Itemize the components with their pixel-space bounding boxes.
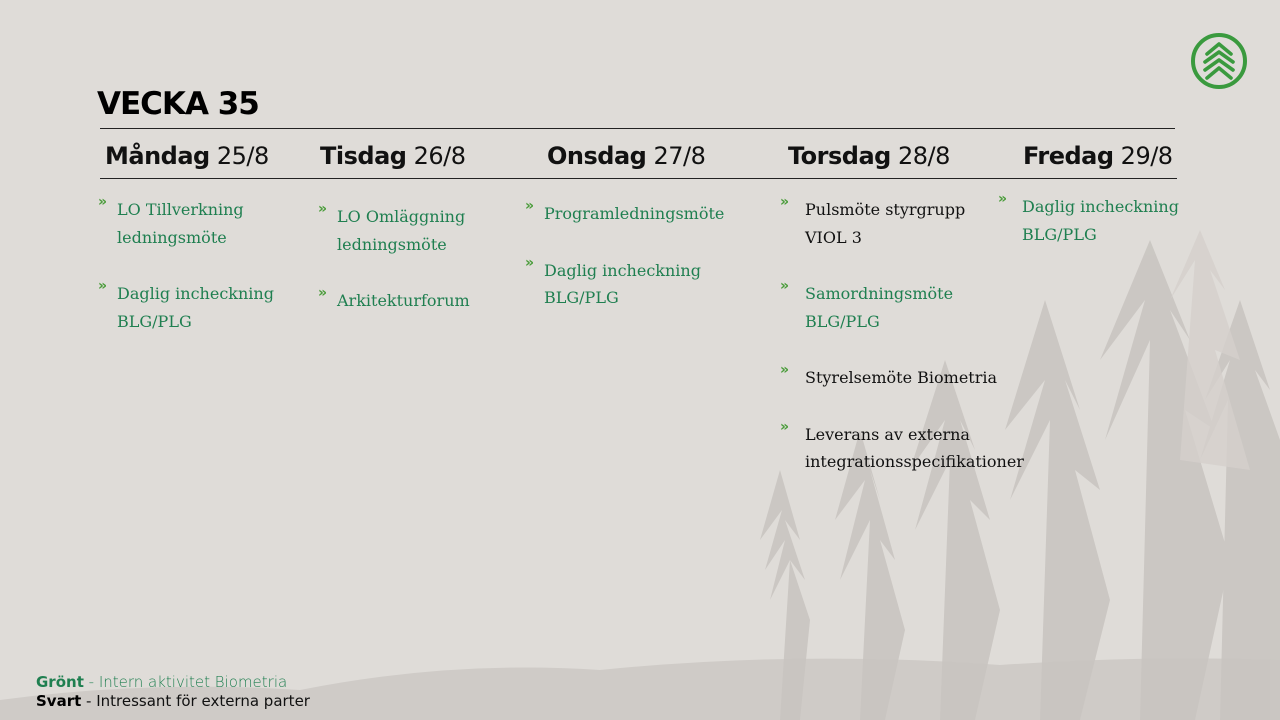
activity-text: Daglig incheckning BLG/PLG — [117, 284, 274, 331]
list-item — [780, 364, 1010, 392]
list-item — [318, 287, 503, 315]
activity-text: LO Tillverkning ledningsmöte — [117, 200, 244, 247]
chevron-double-right-icon: » — [998, 191, 1007, 207]
tuesday-activities — [318, 203, 503, 344]
day-date: 26/8 — [413, 142, 466, 170]
monday-activities — [98, 196, 288, 364]
legend-black-text: - Intressant för externa parter — [81, 692, 310, 710]
chevron-double-right-icon: » — [525, 254, 534, 271]
day-name: Måndag — [105, 142, 210, 170]
activity-text: Leverans av externa integrationsspecifikationer — [805, 424, 1024, 471]
legend-green — [36, 673, 310, 692]
chevron-double-right-icon: » — [98, 278, 107, 294]
activity-text: Pulsmöte styrgrupp VIOL 3 — [805, 200, 966, 247]
day-heading-monday — [105, 142, 269, 170]
list-item — [780, 280, 1010, 335]
list-item — [318, 203, 503, 258]
day-date: 25/8 — [216, 142, 269, 170]
list-item — [780, 196, 1010, 251]
legend-green-label: Grönt — [36, 673, 84, 691]
activity-text: Daglig incheckning BLG/PLG — [1022, 197, 1179, 244]
chevron-double-right-icon: » — [318, 201, 327, 217]
day-heading-wednesday — [547, 142, 705, 170]
day-name: Torsdag — [788, 142, 891, 170]
thursday-activities — [780, 194, 1024, 505]
day-name: Onsdag — [547, 142, 647, 170]
legend-black — [36, 692, 310, 711]
list-item — [525, 254, 750, 312]
color-legend — [36, 673, 310, 711]
activity-text: Arkitekturforum — [337, 291, 470, 310]
list-item — [98, 196, 288, 251]
chevron-double-right-icon: » — [780, 362, 789, 378]
day-date: 28/8 — [898, 142, 950, 170]
wednesday-activities — [525, 200, 750, 341]
day-name: Fredag — [1023, 142, 1114, 170]
activity-text: Styrelsemöte Biometria — [805, 368, 998, 387]
list-item — [98, 280, 288, 335]
list-item — [525, 200, 750, 228]
chevron-double-right-icon: » — [780, 278, 789, 294]
activity-text: LO Omläggning ledningsmöte — [337, 207, 466, 254]
activity-text: Samordningsmöte BLG/PLG — [805, 284, 954, 331]
day-name: Tisdag — [320, 142, 407, 170]
chevron-double-right-icon: » — [780, 194, 789, 210]
activity-text: Daglig incheckning BLG/PLG — [544, 260, 701, 307]
activity-text: Programledningsmöte — [544, 204, 725, 223]
list-item — [998, 193, 1198, 248]
legend-green-text: - Intern aktivitet Biometria — [83, 673, 288, 691]
list-item — [780, 418, 1040, 476]
day-heading-thursday — [788, 142, 950, 170]
day-date: 27/8 — [653, 142, 706, 170]
header-rule-bottom — [100, 178, 1177, 179]
header-rule-top — [100, 128, 1175, 129]
chevron-double-right-icon: » — [525, 198, 534, 214]
chevron-double-right-icon: » — [780, 418, 789, 435]
legend-black-label: Svart — [36, 692, 82, 710]
day-heading-friday — [1023, 142, 1173, 170]
day-heading-tuesday — [320, 142, 465, 170]
tree-logo-icon — [1190, 32, 1248, 90]
page-title: VECKA 35 — [97, 86, 259, 122]
chevron-double-right-icon: » — [98, 194, 107, 210]
chevron-double-right-icon: » — [318, 285, 327, 301]
friday-activities — [998, 193, 1198, 277]
day-date: 29/8 — [1120, 142, 1173, 170]
